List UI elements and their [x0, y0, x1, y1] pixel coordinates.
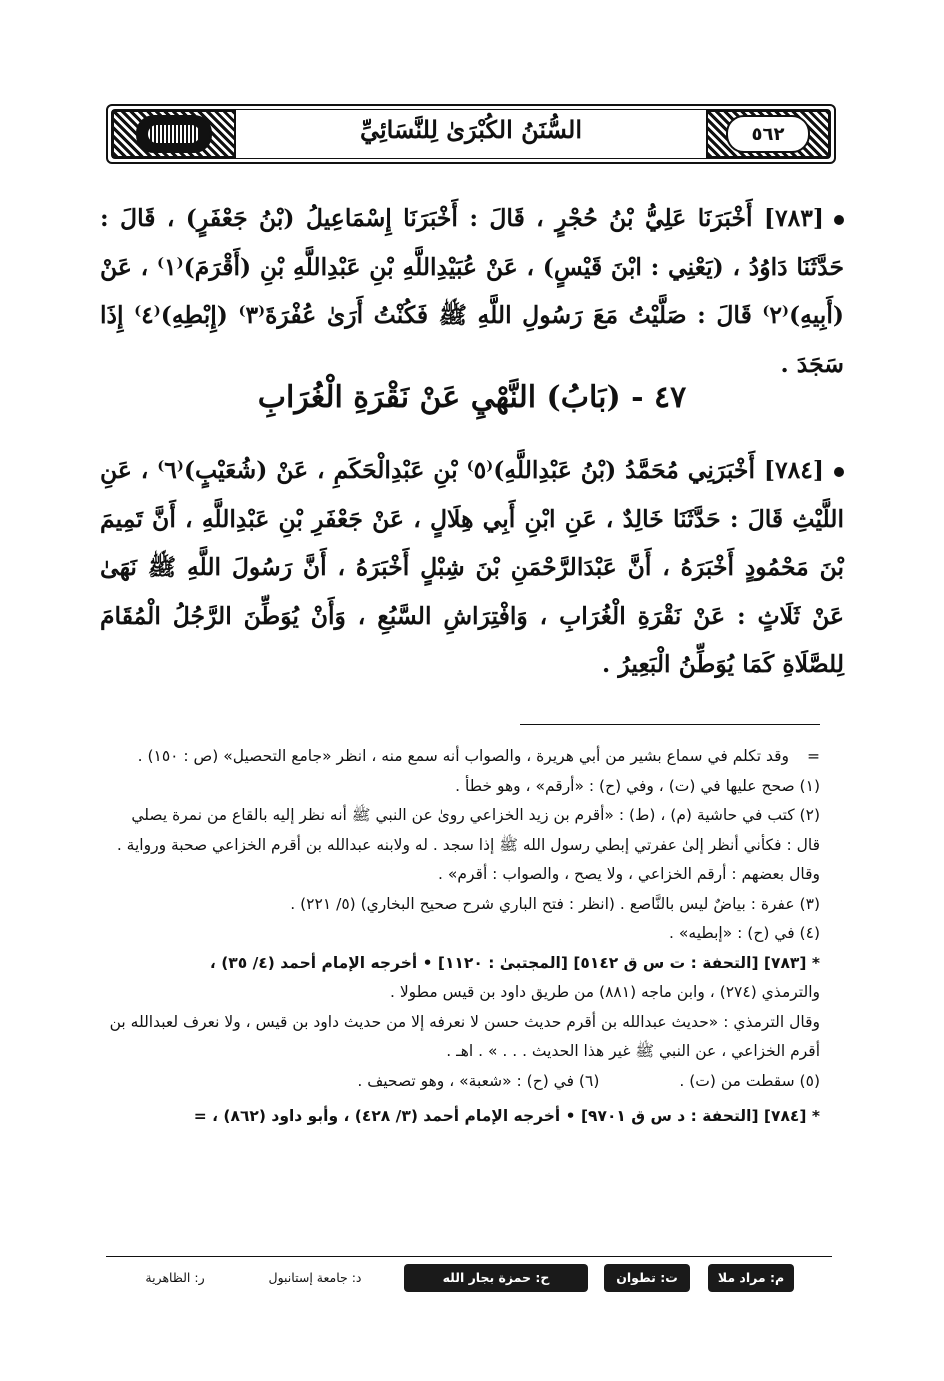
hadith-text: أَخْبَرَنَا عَلِيُّ بْنُ حُجْرٍ ، قَالَ : أَخْبَرَنَا إِسْمَاعِيلُ (بْنُ جَعْفَرٍ) ، قَالَ : حَدَّثَنَا دَاوُدُ ، (يَعْنِي : ابْنَ قَيْسٍ) ، عَنْ عُبَيْدِاللَّهِ بْنِ عَبْدِاللَّهِ بْنِ (أَقْرَمَ)⁽١⁾ ، عَنْ (أَبِيهِ)⁽٢⁾ قَالَ : صَلَّيْتُ مَعَ رَسُولِ اللَّهِ ﷺ فَكُنْتُ أَرَىٰ عُفْرَةَ⁽٣⁾ (إِبْطِهِ)⁽٤⁾ إِذَا سَجَدَ .: [100, 204, 844, 378]
legend-d: د: جامعة إستانبول: [268, 1270, 362, 1285]
takhrij-784: * [٧٨٤] [التحفة : د س ق ٩٧٠١] • أخرجه الإمام أحمد (٣/ ٤٢٨) ، وأبو داود (٨٦٢) ، =: [193, 1107, 820, 1125]
footnotes-5-6: [106, 1067, 820, 1097]
takhrij-783-line3: وقال الترمذي : «حديث عبدالله بن أقرم حديث حسن لا نعرفه إلا من حديث داود بن قيس ، ولا نعرف لعبدالله بن أقرم الخزاعي ، عن النبي ﷺ غير هذا الحديث . . . » . اهـ .: [109, 1012, 820, 1060]
footer-separator: [106, 1256, 832, 1257]
ornament-logo: [112, 110, 236, 158]
ornament-cartouche: [136, 115, 212, 153]
takhrij-783-line1: * [٧٨٣] [التحفة : ت س ق ٥١٤٢] [المجتبىٰ : ١١٢٠] • أخرجه الإمام أحمد (٤/ ٣٥) ،: [209, 953, 820, 972]
manuscript-legend: [0, 1264, 944, 1294]
footnote-separator: [520, 724, 820, 725]
legend-r: ر: الظاهرية: [145, 1270, 205, 1285]
footnote-continuation: =وقد تكلم في سماع بشير من أبي هريرة ، والصواب أنه سمع منه ، انظر «جامع التحصيل» (ص : ١٥٠) .: [137, 747, 820, 765]
hadith-number: [٧٨٣]: [763, 204, 825, 232]
footnote-4: (٤) في (ح) : «إبطيه» .: [669, 924, 820, 942]
running-title: السُّنَنُ الكُبْرَىٰ لِلنَّسَائِيِّ: [359, 115, 583, 144]
page-number: ٥٦٢: [726, 115, 810, 153]
footnote-2: (٢) كتب في حاشية (م) ، (ط) : «أقرم بن زيد الخزاعي روىٰ عن النبي ﷺ أنه نظر إليه بالقاع من نمرة يصلي قال : فكأني أنظر إلىٰ عفرتي إبطي رسول الله ﷺ إذا سجد . له ولابنه عبدالله بن أقرم الخزاعي صحبة ورواية . وقال بعضهم : أرقم الخزاعي ، ولا يصح ، والصواب : أقرم» .: [116, 806, 820, 883]
hadith-number: [٧٨٤]: [763, 456, 824, 484]
page-header: [106, 104, 836, 164]
page-number-frame: [706, 110, 830, 158]
footnote-3: (٣) عفرة : بياضٌ ليس بالنَّاصع . (انظر : فتح الباري شرح صحيح البخاري) (٥/ ٢٢١) .: [290, 894, 820, 913]
hadith-784: [100, 446, 844, 689]
legend-h: ح: حمزة بجار الله: [404, 1264, 588, 1292]
chapter-heading: ٤٧ - (بَابُ) النَّهْيِ عَنْ نَقْرَةِ الْغُرَابِ: [257, 380, 687, 415]
takhrij-783-line2: والترمذي (٢٧٤) ، وابن ماجه (٨٨١) من طريق داود بن قيس مطولا .: [389, 983, 820, 1001]
bullet-icon: [834, 467, 844, 477]
footnote-5: (٥) سقطت من (ت) .: [679, 1071, 820, 1090]
hadith-783: [100, 194, 844, 388]
legend-t: ت: تطوان: [604, 1264, 690, 1292]
footnote-6: (٦) في (ح) : «شعبة» ، وهو تصحيف .: [357, 1071, 600, 1090]
footnote-1: (١) صحح عليها في (ت) ، وفي (ح) : «أرقم» ، وهو خطأ .: [455, 776, 820, 795]
legend-m: م: مراد ملا: [708, 1264, 794, 1292]
bullet-icon: [834, 215, 844, 225]
footnotes: [106, 742, 820, 1132]
hadith-text: أَخْبَرَنِي مُحَمَّدُ (بْنُ عَبْدِاللَّهِ)⁽٥⁾ بْنِ عَبْدِالْحَكَمِ ، عَنْ (شُعَيْبٍ)⁽٦⁾ ، عَنِ اللَّيْثِ قَالَ : حَدَّثَنَا خَالِدٌ ، عَنِ ابْنِ أَبِي هِلَالٍ ، عَنْ جَعْفَرِ بْنِ عَبْدِاللَّهِ ، أَنَّ تَمِيمَ بْنَ مَحْمُودٍ أَخْبَرَهُ ، أَنَّ عَبْدَالرَّحْمَنِ بْنَ شِبْلٍ أَخْبَرَهُ ، أَنَّ رَسُولَ اللَّهِ ﷺ نَهَىٰ عَنْ ثَلَاثٍ : عَنْ نَقْرَةِ الْغُرَابِ ، وَافْتِرَاشِ السَّبُعِ ، وَأَنْ يُوَطِّنَ الرَّجُلُ الْمُقَامَ لِلصَّلَاةِ كَمَا يُوَطِّنُ الْبَعِيرُ .: [100, 456, 844, 678]
